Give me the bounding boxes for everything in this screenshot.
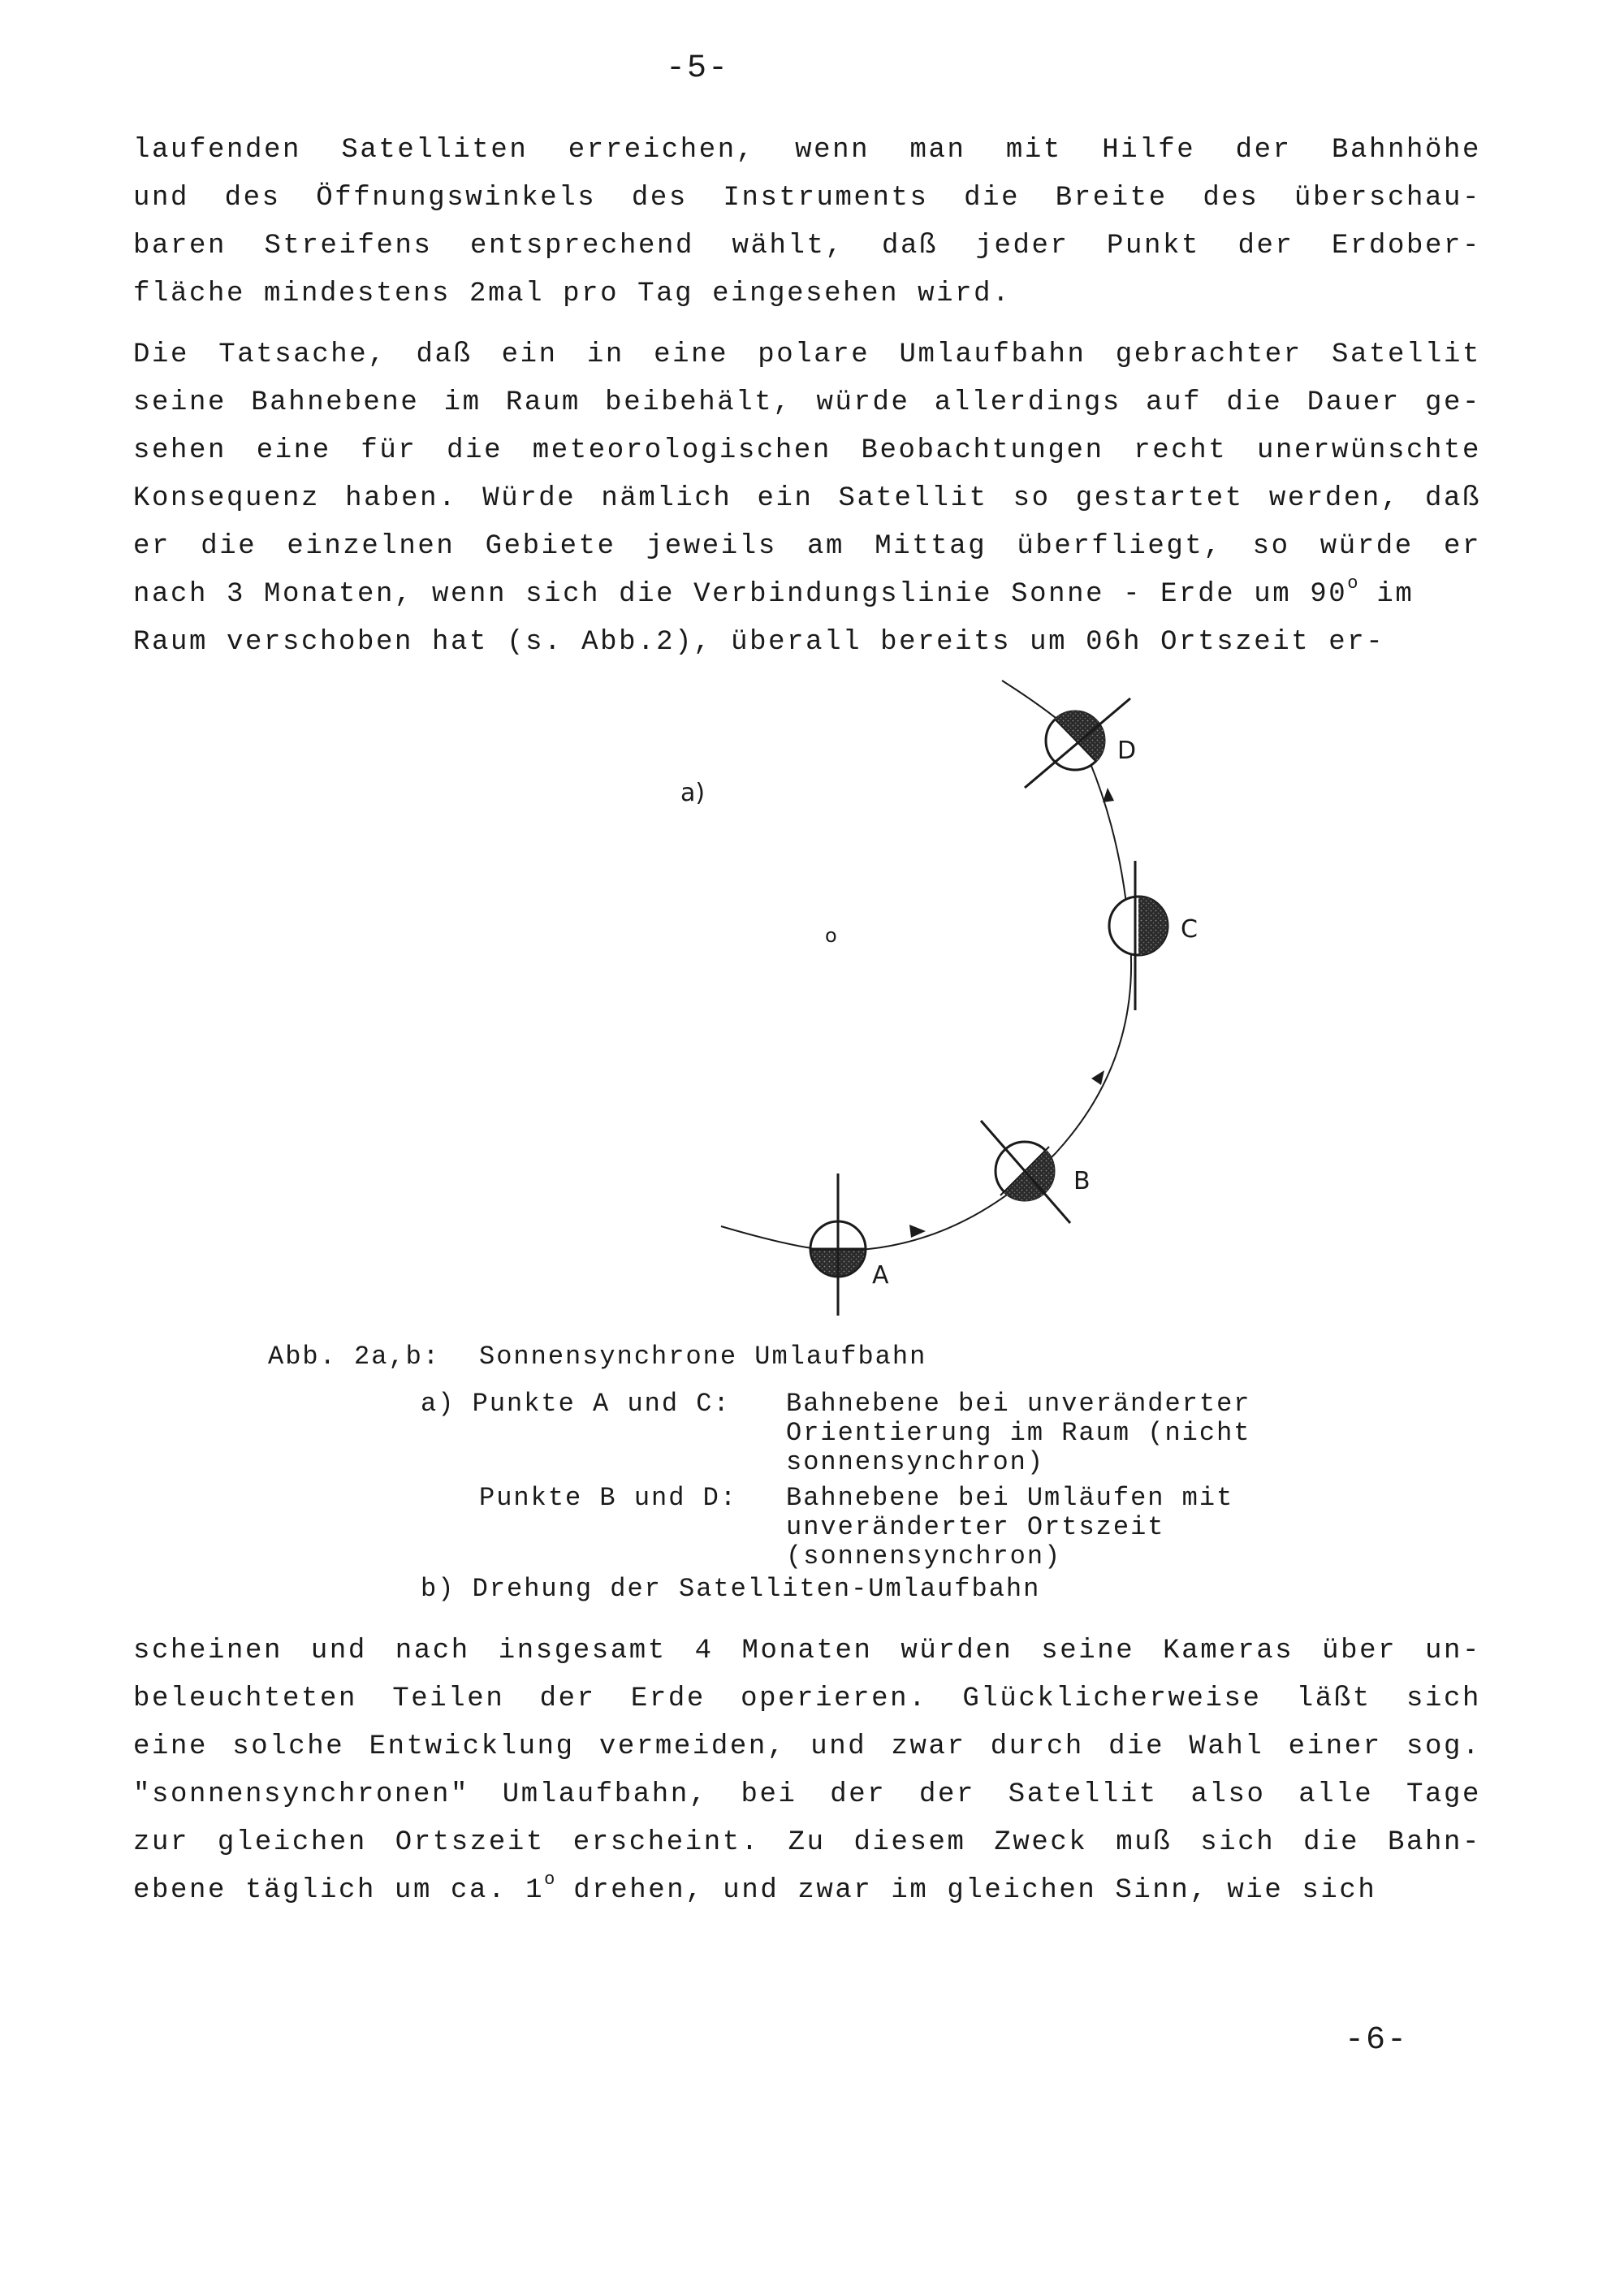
orbit-arrow xyxy=(1103,788,1114,802)
caption-bd-text: (sonnensynchron) xyxy=(786,1541,1062,1571)
satellite-point-d xyxy=(1025,698,1130,788)
text-line: seine Bahnebene im Raum beibehält, würde allerdings auf die Dauer ge- xyxy=(133,387,1481,418)
point-label-a: A xyxy=(872,1261,889,1290)
text-line: sehen eine für die meteorologischen Beobachtungen recht unerwünschte xyxy=(133,435,1481,466)
caption-title-prefix: Abb. 2a,b: xyxy=(268,1342,441,1372)
caption-a-text: Bahnebene bei unveränderter xyxy=(786,1389,1251,1419)
point-label-d: D xyxy=(1117,737,1137,765)
caption-bd-prefix: Punkte B und D: xyxy=(479,1483,738,1513)
satellite-point-c xyxy=(1109,861,1168,1010)
orbit-arrow xyxy=(1091,1070,1104,1085)
caption-a-text: Orientierung im Raum (nicht xyxy=(786,1418,1251,1448)
text-line: Raum verschoben hat (s. Abb.2), überall bereits um 06h Ortszeit er- xyxy=(133,627,1385,658)
text-line-with-superscript xyxy=(133,1867,1481,1915)
sun-marker: o xyxy=(825,924,837,947)
text-line: zur gleichen Ortszeit erscheint. Zu diesem Zweck muß sich die Bahn- xyxy=(133,1827,1481,1858)
caption-b-text: b) Drehung der Satelliten-Umlaufbahn xyxy=(421,1574,1041,1604)
orbit-figure xyxy=(0,666,1624,1316)
caption-title: Sonnensynchrone Umlaufbahn xyxy=(479,1342,927,1372)
text-line: und des Öffnungswinkels des Instruments die Breite des überschau- xyxy=(133,183,1481,214)
paragraph-3 xyxy=(133,1627,1481,1915)
text-line: Konsequenz haben. Würde nämlich ein Satellit so gestartet werden, daß xyxy=(133,483,1481,514)
satellite-point-b xyxy=(981,1121,1070,1223)
text-line-with-superscript xyxy=(133,571,1481,619)
text-segment: ebene täglich um ca. 1 xyxy=(133,1875,545,1906)
point-label-c: C xyxy=(1181,915,1198,944)
text-line: beleuchteten Teilen der Erde operieren. Glücklicherweise läßt sich xyxy=(133,1683,1481,1714)
text-segment: drehen, und zwar im gleichen Sinn, wie sich xyxy=(555,1875,1377,1906)
text-line: laufenden Satelliten erreichen, wenn man mit Hilfe der Bahnhöhe xyxy=(133,135,1481,166)
text-segment: im xyxy=(1358,579,1415,610)
page-number-top: -5- xyxy=(666,50,730,87)
page-number-bottom: -6- xyxy=(1345,2022,1409,2059)
caption-a-prefix: a) Punkte A und C: xyxy=(421,1389,731,1419)
caption-bd-text: Bahnebene bei Umläufen mit xyxy=(786,1483,1234,1513)
text-line: scheinen und nach insgesamt 4 Monaten würden seine Kameras über un- xyxy=(133,1636,1481,1666)
caption-a-text: sonnensynchron) xyxy=(786,1447,1045,1477)
text-line: eine solche Entwicklung vermeiden, und zwar durch die Wahl einer sog. xyxy=(133,1731,1481,1762)
degree-superscript: o xyxy=(544,1869,555,1890)
text-line: fläche mindestens 2mal pro Tag eingesehen wird. xyxy=(133,279,1012,309)
panel-label: a) xyxy=(680,779,706,807)
orbit-diagram xyxy=(0,666,1624,1316)
degree-superscript: o xyxy=(1347,573,1358,594)
text-line: "sonnensynchronen" Umlaufbahn, bei der der Satellit also alle Tage xyxy=(133,1779,1481,1810)
text-line: baren Streifens entsprechend wählt, daß jeder Punkt der Erdober- xyxy=(133,231,1481,261)
satellite-point-a xyxy=(810,1173,866,1316)
orbit-arrow xyxy=(909,1225,926,1238)
orbit-path xyxy=(721,762,1131,1251)
point-label-b: B xyxy=(1073,1167,1091,1195)
paragraph-2 xyxy=(133,331,1481,667)
text-segment: nach 3 Monaten, wenn sich die Verbindungslinie Sonne - Erde um 90 xyxy=(133,579,1348,610)
text-line: Die Tatsache, daß ein in eine polare Umlaufbahn gebrachter Satellit xyxy=(133,339,1481,370)
caption-bd-text: unveränderter Ortszeit xyxy=(786,1512,1165,1542)
text-line: er die einzelnen Gebiete jeweils am Mittag überfliegt, so würde er xyxy=(133,531,1481,562)
paragraph-1 xyxy=(133,127,1481,318)
